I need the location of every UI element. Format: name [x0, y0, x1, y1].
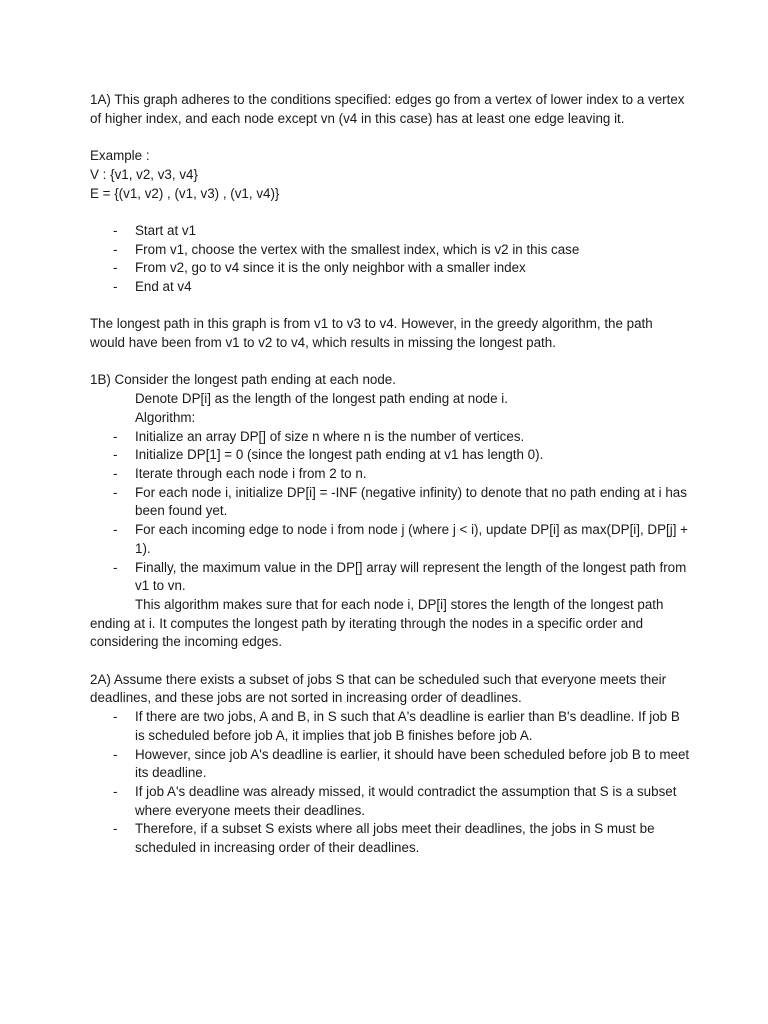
list-item: [90, 708, 690, 745]
step-text: From v1, choose the vertex with the smallest index, which is v2 in this case: [135, 241, 580, 257]
section-2a-intro: 2A) Assume there exists a subset of jobs S that can be scheduled such that everyone meets their deadlines, and these jobs are not sorted in increasing order of deadlines.: [90, 671, 667, 706]
list-item: [90, 278, 690, 297]
section-1a-paragraph: 1A) This graph adheres to the conditions specified: edges go from a vertex of lower index to a vertex of higher index, and each node except vn (v4 in this case) has at least one edge leaving it.: [90, 92, 685, 126]
list-item: [90, 559, 690, 596]
list-item: [90, 222, 690, 241]
algorithm-substeps-list: [90, 484, 690, 559]
substep-text: For each node i, initialize DP[i] = -INF (negative infinity) to denote that no path ending at i has been found yet.: [135, 484, 687, 519]
point-text: If there are two jobs, A and B, in S such that A's deadline is earlier than B's deadline. If job B is scheduled before job A, it implies that job B finishes before job A.: [135, 709, 680, 743]
dash-bullet: -: [113, 559, 118, 575]
step-text: Initialize DP[1] = 0 (since the longest path ending at v1 has length 0).: [135, 447, 544, 463]
dash-bullet: -: [113, 746, 118, 762]
algorithm-final-step-list: [90, 559, 690, 596]
spacer: [90, 353, 690, 372]
spacer: [90, 652, 690, 671]
dash-bullet: -: [113, 447, 118, 463]
greedy-steps-list: [90, 222, 690, 297]
dp-definition: Denote DP[i] as the length of the longest path ending at node i.: [135, 391, 508, 407]
spacer: [90, 128, 690, 147]
vertex-set: V : {v1, v2, v3, v4}: [90, 166, 198, 182]
list-item: [90, 521, 690, 558]
dash-bullet: -: [113, 522, 118, 538]
dash-bullet: -: [113, 783, 118, 799]
point-text: However, since job A's deadline is earlier, it should have been scheduled before job B to meet its deadline.: [135, 746, 690, 781]
example-label: Example :: [90, 148, 150, 164]
step-text: Iterate through each node i from 2 to n.: [135, 466, 367, 481]
spacer: [90, 297, 690, 316]
section-1b-intro: 1B) Consider the longest path ending at each node.: [90, 372, 396, 388]
dash-bullet: -: [113, 709, 118, 725]
dash-bullet: -: [113, 484, 118, 500]
step-text: Start at v1: [135, 222, 197, 238]
list-item: [90, 241, 690, 260]
dash-bullet: -: [113, 428, 118, 444]
point-text: Therefore, if a subset S exists where all jobs meet their deadlines, the jobs in S must be scheduled in increasing order of their deadlines.: [135, 821, 655, 856]
dash-bullet: -: [113, 241, 118, 257]
step-text: End at v4: [135, 279, 192, 294]
document-body: [90, 91, 690, 858]
substep-text: For each incoming edge to node i from node j (where j < i), update DP[i] as max(DP[i], DP[j] + 1).: [135, 522, 688, 556]
list-item: [90, 465, 690, 484]
algorithm-steps-list: [90, 428, 690, 484]
dash-bullet: -: [113, 279, 118, 294]
algorithm-summary: This algorithm makes sure that for each node i, DP[i] stores the length of the longest path ending at i. It computes the longest path by iterating through the nodes in a specific order and considering the incoming edges.: [90, 596, 664, 650]
section-1a-conclusion: The longest path in this graph is from v1 to v3 to v4. However, in the greedy algorithm, the path would have been from v1 to v2 to v4, which results in missing the longest path.: [90, 316, 653, 351]
list-item: [90, 484, 690, 521]
step-text: From v2, go to v4 since it is the only neighbor with a smaller index: [135, 260, 526, 276]
list-item: [90, 446, 690, 465]
list-item: [90, 783, 690, 820]
step-text: Finally, the maximum value in the DP[] array will represent the length of the longest path from v1 to vn.: [135, 559, 687, 594]
step-text: Initialize an array DP[] of size n where n is the number of vertices.: [135, 428, 525, 444]
dash-bullet: -: [113, 222, 118, 238]
proof-points-list: [90, 708, 690, 858]
dash-bullet: -: [113, 466, 118, 481]
list-item: [90, 259, 690, 278]
spacer: [90, 203, 690, 222]
list-item: [90, 428, 690, 447]
list-item: [90, 820, 690, 857]
dash-bullet: -: [113, 821, 118, 837]
dash-bullet: -: [113, 260, 118, 276]
edge-set: E = {(v1, v2) , (v1, v3) , (v1, v4)}: [90, 185, 280, 201]
point-text: If job A's deadline was already missed, it would contradict the assumption that S is a subset where everyone meets their deadlines.: [135, 783, 677, 818]
algorithm-label: Algorithm:: [135, 409, 196, 425]
list-item: [90, 746, 690, 783]
